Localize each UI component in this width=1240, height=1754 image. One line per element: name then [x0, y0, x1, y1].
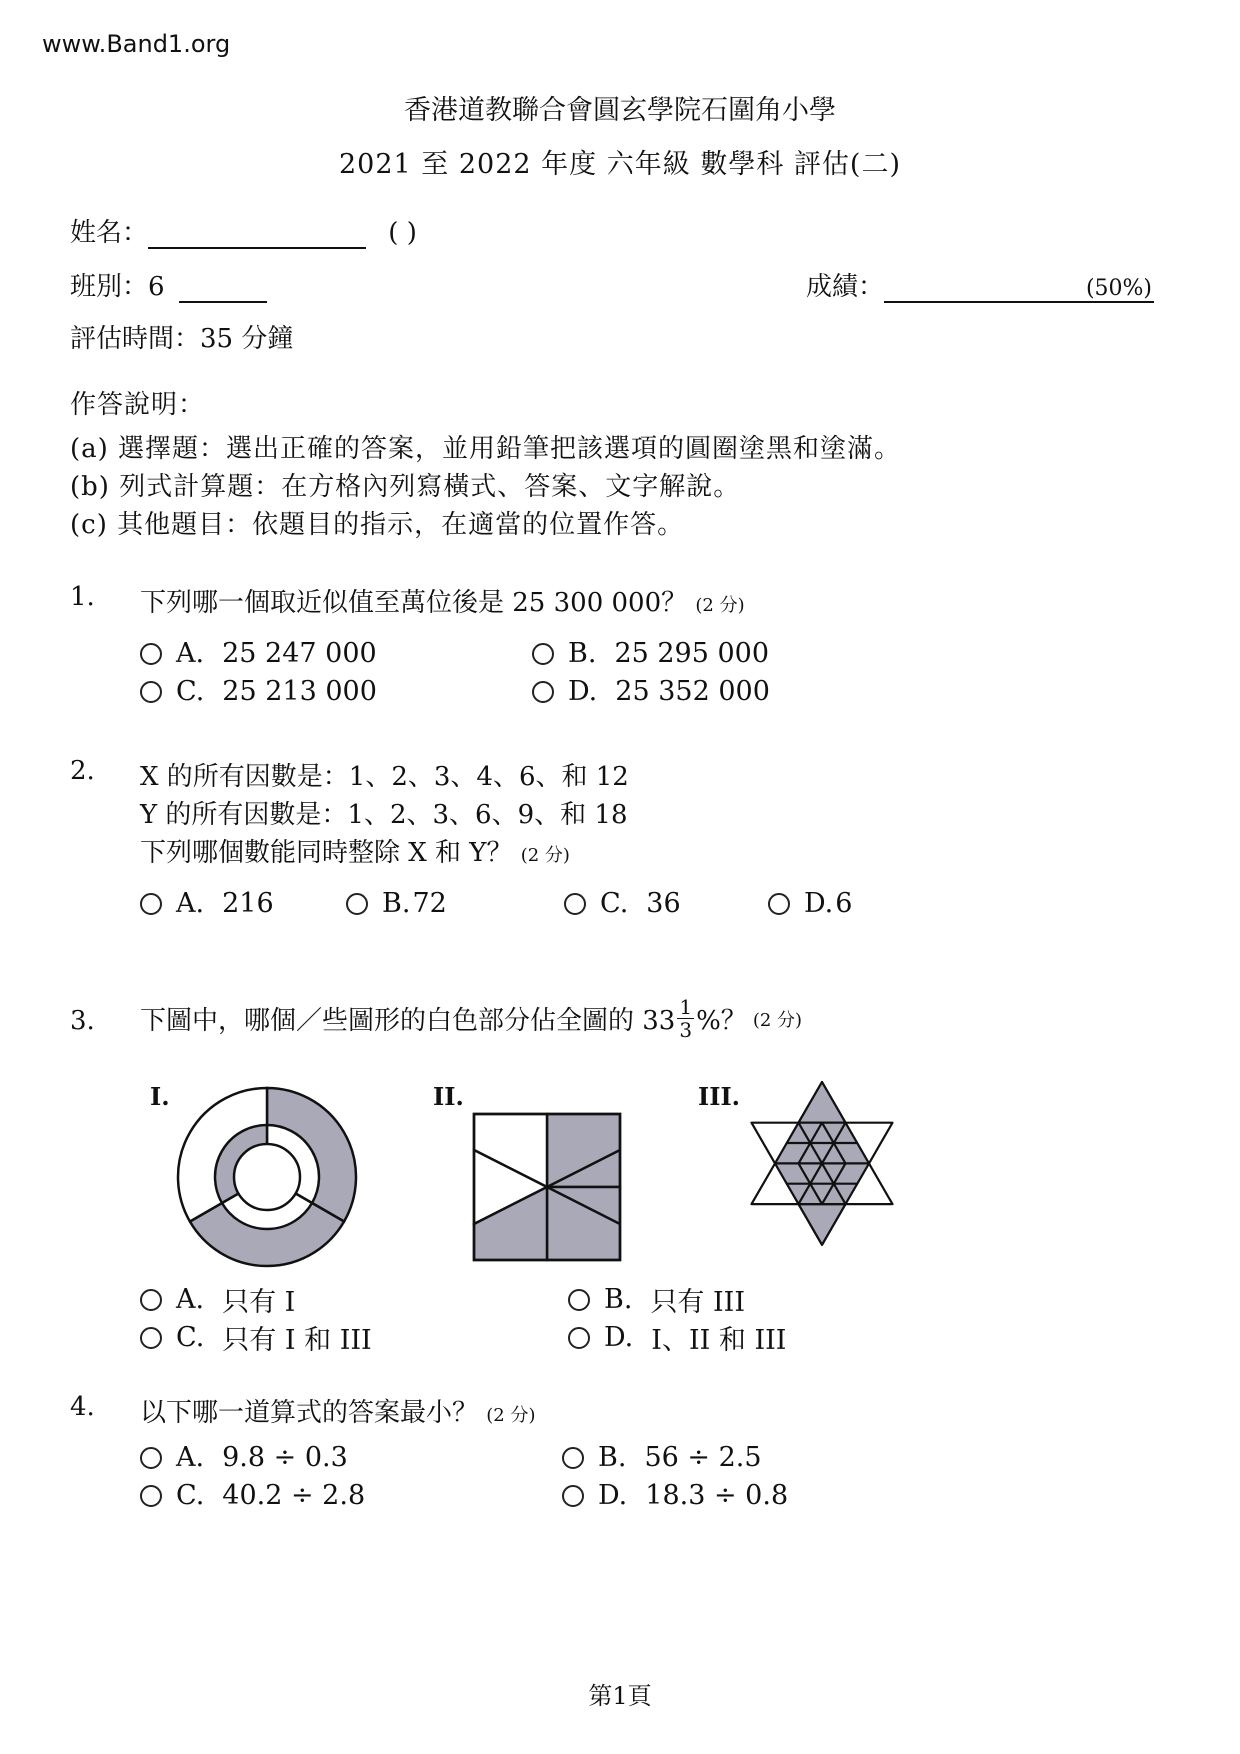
option-label: A. [176, 638, 205, 669]
option-value: 25 295 000 [614, 638, 770, 669]
q3-question-start: 下圖中，哪個／些圖形的白色部分佔全圖的 33 [140, 1006, 676, 1036]
figure-ii-square [472, 1112, 622, 1262]
time-label: 評估時間：35 分鐘 [70, 324, 294, 354]
score-weight: (50%) [1085, 276, 1153, 301]
exam-title: 2021 至 2022 年度 六年級 數學科 評估(二) [339, 149, 901, 180]
figure-label-ii: II. [433, 1082, 464, 1111]
option-label: D. [604, 1322, 634, 1353]
q2-line-2: Y 的所有因數是：1、2、3、6、9、和 18 [140, 800, 628, 830]
option-value: 25 213 000 [222, 676, 377, 707]
radio-circle-icon[interactable] [140, 643, 162, 665]
class-blank[interactable] [179, 275, 267, 303]
q2-option-c[interactable] [564, 888, 681, 919]
q2-marks: (2 分) [520, 845, 570, 866]
radio-circle-icon[interactable] [562, 1447, 584, 1469]
option-label: B. [604, 1284, 633, 1315]
star-bottom-point [799, 1204, 846, 1245]
option-label: C. [600, 888, 629, 919]
instructions-title: 作答說明： [70, 390, 206, 420]
q3-option-d[interactable] [568, 1318, 786, 1357]
q3-number: 3. [70, 1006, 95, 1036]
name-label: 姓名： [70, 218, 149, 248]
option-label: C. [176, 1322, 205, 1353]
q4-option-c[interactable] [140, 1480, 365, 1511]
school-title: 香港道教聯合會圓玄學院石圍角小學 [404, 95, 836, 126]
option-label: B. [568, 638, 597, 669]
radio-circle-icon[interactable] [346, 893, 368, 915]
class-number-paren: ( ) [388, 218, 417, 248]
q4-question: 以下哪一道算式的答案最小？ [140, 1398, 479, 1428]
q2-line-3 [140, 832, 570, 869]
class-field [70, 266, 267, 303]
option-label: B. [598, 1442, 627, 1473]
q3-question-end: %？ [696, 1006, 747, 1036]
instruction-b: (b) 列式計算題：在方格內列寫橫式、答案、文字解說。 [70, 472, 741, 502]
score-blank[interactable] [884, 275, 1154, 303]
option-value: 56 ÷ 2.5 [644, 1442, 762, 1473]
radio-circle-icon[interactable] [140, 893, 162, 915]
q4-text [140, 1392, 536, 1429]
q3-option-b[interactable] [568, 1280, 745, 1319]
q1-option-a[interactable] [140, 638, 377, 669]
radio-circle-icon[interactable] [568, 1289, 590, 1311]
radio-circle-icon[interactable] [140, 681, 162, 703]
square-right-top-part [547, 1114, 620, 1187]
q2-option-b[interactable] [346, 888, 447, 919]
figure-label-iii: III. [698, 1082, 741, 1111]
name-blank[interactable] [148, 221, 366, 249]
q3-marks: (2 分) [752, 1009, 803, 1031]
option-label: D. [598, 1480, 628, 1511]
score-label: 成績： [806, 272, 885, 302]
option-label: D. [568, 676, 598, 707]
option-value: 6 [835, 888, 853, 919]
option-label: C. [176, 676, 205, 707]
figure-label-i: I. [150, 1082, 170, 1111]
radio-circle-icon[interactable] [568, 1327, 590, 1349]
option-value: 9.8 ÷ 0.3 [222, 1442, 348, 1473]
radio-circle-icon[interactable] [140, 1289, 162, 1311]
q2-option-a[interactable] [140, 888, 274, 919]
radio-circle-icon[interactable] [140, 1485, 162, 1507]
q1-question: 下列哪一個取近似值至萬位後是 25 300 000？ [140, 588, 688, 618]
q4-marks: (2 分) [486, 1405, 536, 1426]
q4-option-d[interactable] [562, 1480, 788, 1511]
score-field [806, 266, 1154, 303]
q1-option-b[interactable] [532, 638, 769, 669]
option-label: B. [382, 888, 411, 919]
figure-i-ring [176, 1086, 358, 1268]
radio-circle-icon[interactable] [564, 893, 586, 915]
option-value: 72 [412, 888, 447, 919]
q4-option-b[interactable] [562, 1442, 762, 1473]
option-value: I、II 和 III [651, 1325, 787, 1356]
radio-circle-icon[interactable] [562, 1485, 584, 1507]
q3-option-c[interactable] [140, 1318, 372, 1357]
ring-center-hole [234, 1144, 300, 1210]
q3-option-a[interactable] [140, 1280, 295, 1319]
option-label: A. [176, 1442, 205, 1473]
option-value: 36 [646, 888, 681, 919]
option-label: D. [804, 888, 834, 919]
q1-option-d[interactable] [532, 676, 770, 707]
radio-circle-icon[interactable] [532, 643, 554, 665]
option-value: 只有 I 和 III [222, 1325, 372, 1356]
q4-number: 4. [70, 1392, 95, 1422]
figure-iii-star [744, 1080, 900, 1260]
page-number: 第1頁 [588, 1682, 652, 1710]
option-value: 18.3 ÷ 0.8 [645, 1480, 789, 1511]
q1-number: 1. [70, 582, 95, 612]
option-value: 40.2 ÷ 2.8 [222, 1480, 366, 1511]
name-field [70, 212, 417, 249]
radio-circle-icon[interactable] [140, 1327, 162, 1349]
instruction-c: (c) 其他題目：依題目的指示，在適當的位置作答。 [70, 510, 685, 540]
q3-text [140, 996, 802, 1041]
q1-option-c[interactable] [140, 676, 377, 707]
q2-question: 下列哪個數能同時整除 X 和 Y？ [140, 838, 513, 868]
q2-option-d[interactable] [768, 888, 852, 919]
q1-text [140, 582, 745, 619]
fraction-denominator: 3 [679, 1018, 693, 1042]
q4-option-a[interactable] [140, 1442, 348, 1473]
option-label: A. [176, 1284, 205, 1315]
class-label: 班別：6 [70, 272, 165, 302]
option-value: 只有 I [222, 1287, 296, 1318]
watermark: www.Band1.org [42, 30, 231, 58]
q2-number: 2. [70, 756, 95, 786]
option-value: 25 352 000 [615, 676, 770, 707]
option-value: 25 247 000 [222, 638, 377, 669]
fraction-one-third [677, 996, 694, 1041]
option-value: 只有 III [650, 1287, 746, 1318]
radio-circle-icon[interactable] [140, 1447, 162, 1469]
instruction-a: (a) 選擇題：選出正確的答案，並用鉛筆把該選項的圓圈塗黑和塗滿。 [70, 434, 902, 464]
option-value: 216 [222, 888, 274, 919]
option-label: C. [176, 1480, 205, 1511]
star-top-point [799, 1082, 846, 1123]
radio-circle-icon[interactable] [768, 893, 790, 915]
option-label: A. [176, 888, 205, 919]
radio-circle-icon[interactable] [532, 681, 554, 703]
q1-marks: (2 分) [695, 595, 745, 616]
fraction-numerator: 1 [679, 995, 693, 1019]
square-right-bottom-part [547, 1187, 620, 1260]
q2-line-1: X 的所有因數是：1、2、3、4、6、和 12 [140, 762, 629, 792]
